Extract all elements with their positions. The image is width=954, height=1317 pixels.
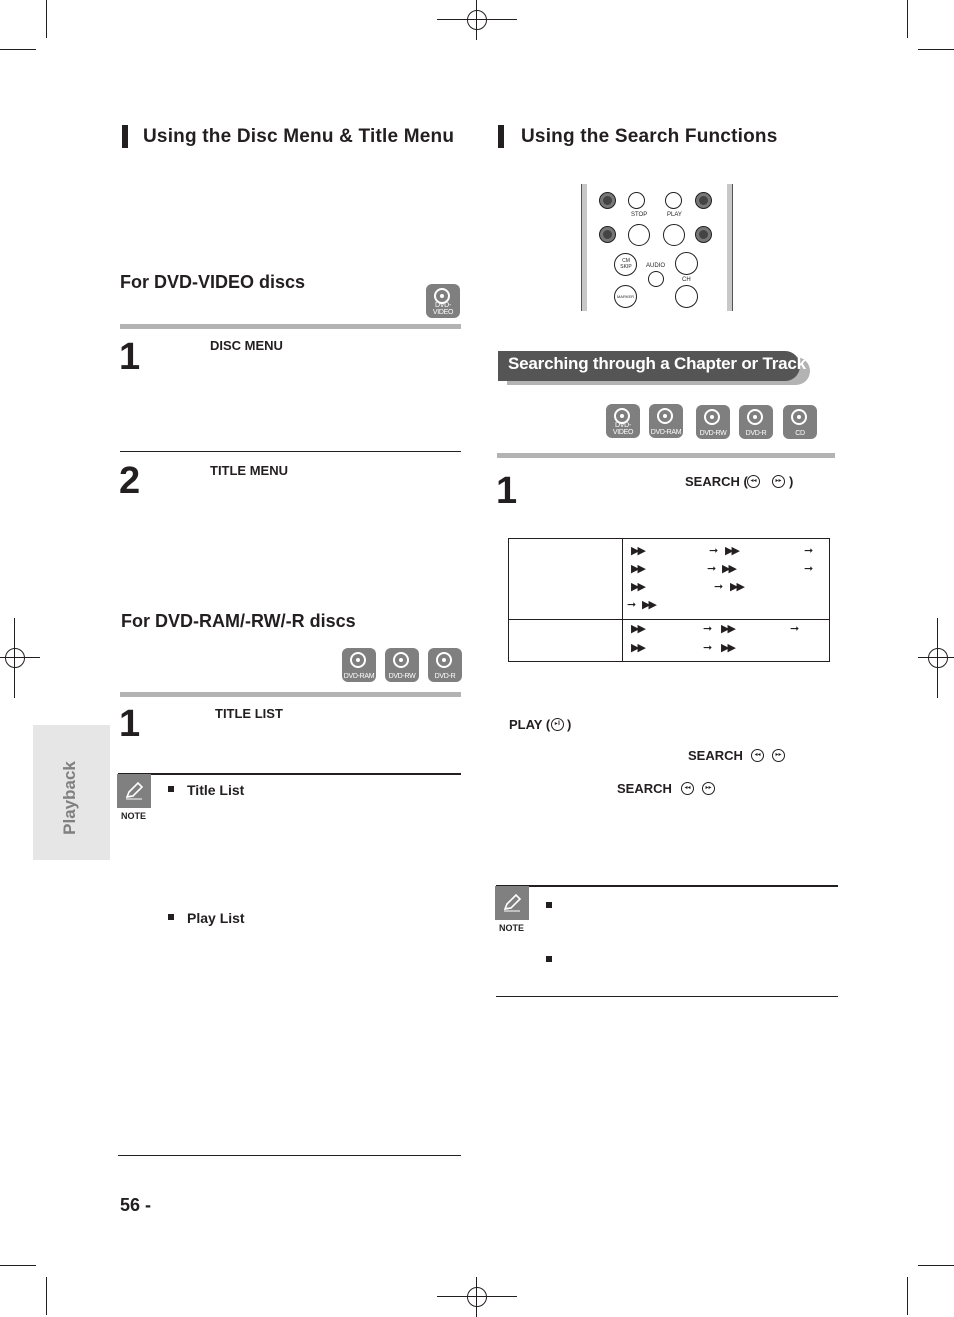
ch-down-button-graphic <box>675 285 698 308</box>
divider <box>496 885 838 887</box>
remote-label-stop: STOP <box>631 212 648 218</box>
fast-forward-icon: ▶▶ <box>642 599 655 611</box>
registration-mark <box>437 1277 517 1317</box>
dvd-video-icon: DVD-VIDEO <box>426 284 460 318</box>
play-label-close: ) <box>567 717 572 732</box>
arrow-icon: ➞ <box>707 563 715 575</box>
bullet <box>546 902 552 908</box>
remote-label-ch: CH <box>682 277 691 283</box>
arrow-icon: ➞ <box>714 581 722 593</box>
crop-mark <box>46 0 47 38</box>
arrow-icon: ➞ <box>627 599 635 611</box>
search-back-icon: ◂◂ <box>681 782 694 795</box>
fast-forward-icon: ▶▶ <box>631 563 644 575</box>
fast-forward-button-graphic <box>695 226 712 243</box>
step-number: 1 <box>496 470 518 512</box>
step-back-button-graphic <box>628 192 645 209</box>
play-label: PLAY ( <box>509 717 551 732</box>
step-label-close: ) <box>789 474 794 489</box>
fast-forward-icon: ▶▶ <box>725 545 738 557</box>
divider <box>497 453 835 458</box>
divider <box>496 996 838 997</box>
search-forward-icon: ▸▸ <box>772 749 785 762</box>
search-label: SEARCH <box>617 781 672 796</box>
side-tab-label: Playback <box>60 761 79 835</box>
note-item-play-list: Play List <box>187 910 245 926</box>
remote-label-audio: AUDIO <box>646 263 666 269</box>
divider <box>118 773 461 775</box>
dvd-video-icon: DVD-VIDEO <box>606 404 640 438</box>
section-title-search: Using the Search Functions <box>521 126 778 147</box>
ch-up-button-graphic <box>675 252 698 275</box>
arrow-icon: ➞ <box>703 623 711 635</box>
section-marker <box>498 125 504 148</box>
remote-label-marker: MARKER <box>616 294 635 299</box>
bullet <box>168 786 174 792</box>
dvd-r-icon: DVD-R <box>428 648 462 682</box>
dvd-rw-icon: DVD-RW <box>696 405 730 439</box>
remote-label-cm-skip: CM SKIP <box>620 258 632 270</box>
fast-forward-icon: ▶▶ <box>631 545 644 557</box>
registration-mark <box>918 618 954 698</box>
page-number: 56 - <box>120 1195 152 1215</box>
bullet <box>168 914 174 920</box>
note-label: NOTE <box>499 923 525 933</box>
dvd-ram-icon: DVD-RAM <box>342 648 376 682</box>
fast-forward-icon: ▶▶ <box>631 623 644 635</box>
step-number: 2 <box>119 460 141 502</box>
section-title-disc-menu: Using the Disc Menu & Title Menu <box>143 126 455 147</box>
arrow-icon: ➞ <box>804 545 812 557</box>
divider <box>120 692 461 697</box>
skip-back-button-graphic <box>599 192 616 209</box>
step-label-disc-menu: DISC MENU <box>210 338 283 353</box>
step-forward-button-graphic <box>665 192 682 209</box>
fast-forward-icon: ▶▶ <box>631 581 644 593</box>
registration-mark <box>437 0 517 40</box>
remote-label-play: PLAY <box>667 212 682 218</box>
search-label: SEARCH <box>688 748 743 763</box>
arrow-icon: ➞ <box>709 545 717 557</box>
crop-mark <box>907 1277 908 1315</box>
fast-forward-icon: ▶▶ <box>631 642 644 654</box>
remote-control-illustration <box>581 184 733 311</box>
fast-forward-icon: ▶▶ <box>721 642 734 654</box>
search-forward-icon: ▸▸ <box>702 782 715 795</box>
audio-button-graphic <box>648 271 664 287</box>
search-back-icon: ◂◂ <box>751 749 764 762</box>
bullet <box>546 956 552 962</box>
dvd-rw-icon: DVD-RW <box>385 648 419 682</box>
skip-forward-button-graphic <box>695 192 712 209</box>
search-speed-table <box>508 538 830 662</box>
heading-dvd-ram: For DVD-RAM/-RW/-R discs <box>121 611 356 631</box>
registration-mark <box>0 618 40 698</box>
divider <box>120 324 461 329</box>
note-icon <box>117 774 151 808</box>
fast-forward-icon: ▶▶ <box>730 581 743 593</box>
rewind-button-graphic <box>599 226 616 243</box>
note-item-title-list: Title List <box>187 782 245 798</box>
divider <box>120 451 461 452</box>
dvd-ram-icon: DVD-RAM <box>649 404 683 438</box>
step-number: 1 <box>119 703 141 745</box>
arrow-icon: ➞ <box>804 563 812 575</box>
crop-mark <box>0 49 36 50</box>
section-marker <box>122 125 128 148</box>
fast-forward-icon: ▶▶ <box>722 563 735 575</box>
heading-dvd-video: For DVD-VIDEO discs <box>120 272 306 292</box>
crop-mark <box>918 49 954 50</box>
crop-mark <box>0 1265 36 1266</box>
step-number: 1 <box>119 336 141 378</box>
search-forward-icon: ▸▸ <box>772 475 785 488</box>
step-label-title-menu: TITLE MENU <box>210 463 288 478</box>
cd-icon: CD <box>783 405 817 439</box>
step-label-search: SEARCH ( <box>685 474 748 489</box>
crop-mark <box>46 1277 47 1315</box>
fast-forward-icon: ▶▶ <box>721 623 734 635</box>
arrow-icon: ➞ <box>703 642 711 654</box>
play-pause-button-graphic <box>663 224 685 246</box>
crop-mark <box>918 1265 954 1266</box>
dvd-r-icon: DVD-R <box>739 405 773 439</box>
banner-title: Searching through a Chapter or Track <box>508 354 806 373</box>
note-icon <box>495 886 529 920</box>
play-button-icon: ▸ǁ <box>551 718 564 731</box>
step-label-title-list: TITLE LIST <box>215 706 283 721</box>
crop-mark <box>907 0 908 38</box>
search-back-icon: ◂◂ <box>747 475 760 488</box>
arrow-icon: ➞ <box>790 623 798 635</box>
stop-button-graphic <box>628 224 650 246</box>
note-label: NOTE <box>121 811 147 821</box>
divider <box>118 1155 461 1156</box>
